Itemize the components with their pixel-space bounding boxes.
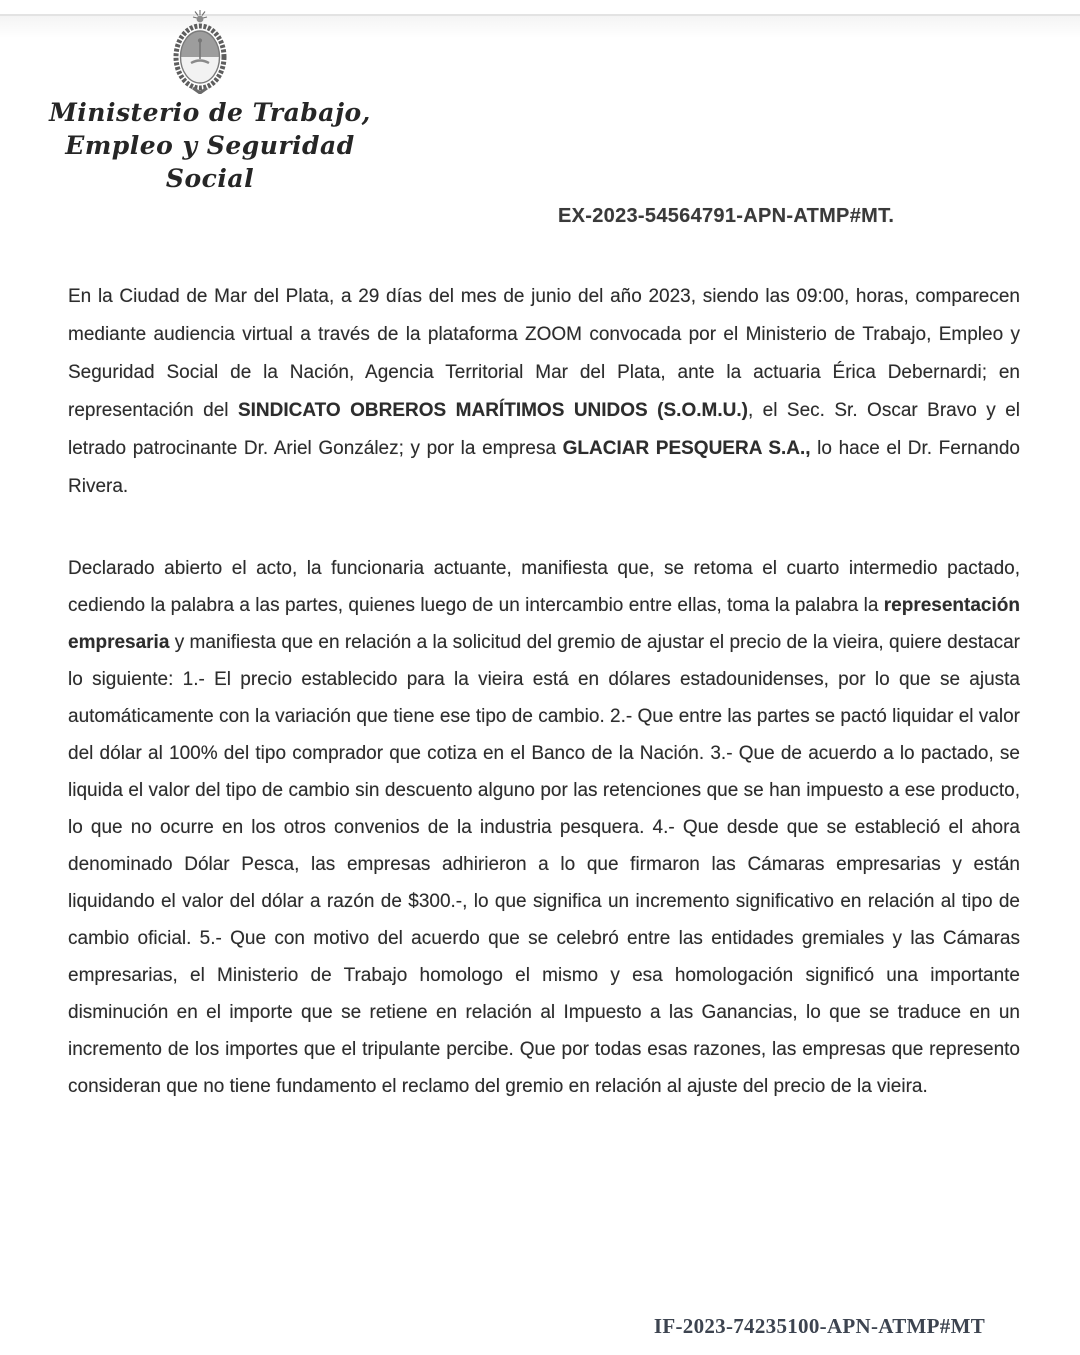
argentina-coat-of-arms-icon: [170, 10, 230, 90]
document-paragraph: [68, 550, 1020, 1105]
text-segment: y manifiesta que en relación a la solicitud del gremio de ajustar el precio de la vieira, quiere destacar lo siguiente: 1.- El precio establecido para la vieira está en dólares estadounidenses, por lo que se ajusta automáticamente con la variación que tiene ese tipo de cambio. 2.- Que entre las partes se pactó liquidar el valor del dólar al 100% del tipo comprador que cotiza en el Banco de la Nación. 3.- Que de acuerdo a lo pactado, se liquida el valor del tipo de cambio sin descuento alguno por las retenciones que se han impuesto a ese producto, lo que no ocurre en los otros convenios de la industria pesquera. 4.- Que desde que se estableció el ahora denominado Dólar Pesca, las empresas adhirieron a lo que firmaron las Cámaras empresarias y están liquidando el valor del dólar a razón de $300.-, lo que significa un incremento significativo en relación al tipo de cambio oficial. 5.- Que con motivo del acuerdo que se celebró entre las entidades gremiales y las Cámaras empresarias, el Ministerio de Trabajo homologo el mismo y esa homologación significó una importante disminución en el importe que se retiene en relación al Impuesto a las Ganancias, lo que se traduce en un incremento de los importes que el tripulante percibe. Que por todas esas razones, las empresas que represento consideran que no tiene fundamento el reclamo del gremio en relación al ajuste del precio de la vieira.: [68, 632, 1020, 1097]
document-body: [68, 278, 1020, 1105]
document-paragraph: [68, 278, 1020, 506]
bold-text-segment: representación empresaria: [68, 595, 1020, 653]
ministry-name-line2: Empleo y Seguridad Social: [65, 131, 355, 193]
text-segment: , el Sec. Sr. Oscar Bravo y el letrado patrocinante Dr. Ariel González; y por la empresa: [68, 400, 1020, 459]
bold-text-segment: SINDICATO OBREROS MARÍTIMOS UNIDOS (S.O.M.U.): [237, 400, 748, 421]
page-top-shadow: [0, 14, 1080, 48]
text-segment: En la Ciudad de Mar del Plata, a 29 días del mes de junio del año 2023, siendo las 09:00, horas, comparecen mediante audiencia virtual a través de la plataforma ZOOM convocada por el Ministerio de Trabajo, Empleo y Seguridad Social de la Nación, Agencia Territorial Mar del Plata, ante la actuaria Érica Debernardi; en representación del: [68, 286, 1020, 421]
bold-text-segment: GLACIAR PESQUERA S.A.,: [562, 438, 811, 459]
text-segment: lo hace el Dr. Fernando Rivera.: [68, 438, 1021, 497]
footer-reference-number: IF-2023-74235100-APN-ATMP#MT: [653, 1314, 985, 1338]
text-segment: Declarado abierto el acto, la funcionaria actuante, manifiesta que, se retoma el cuarto intermedio pactado, cediendo la palabra a las partes, quienes luego de un intercambio entre ellas, toma la palabra la: [68, 558, 1020, 616]
ministry-name: [40, 96, 380, 195]
ministry-name-line1: Ministerio de Trabajo,: [49, 98, 371, 127]
expediente-number: EX-2023-54564791-APN-ATMP#MT.: [558, 205, 895, 227]
